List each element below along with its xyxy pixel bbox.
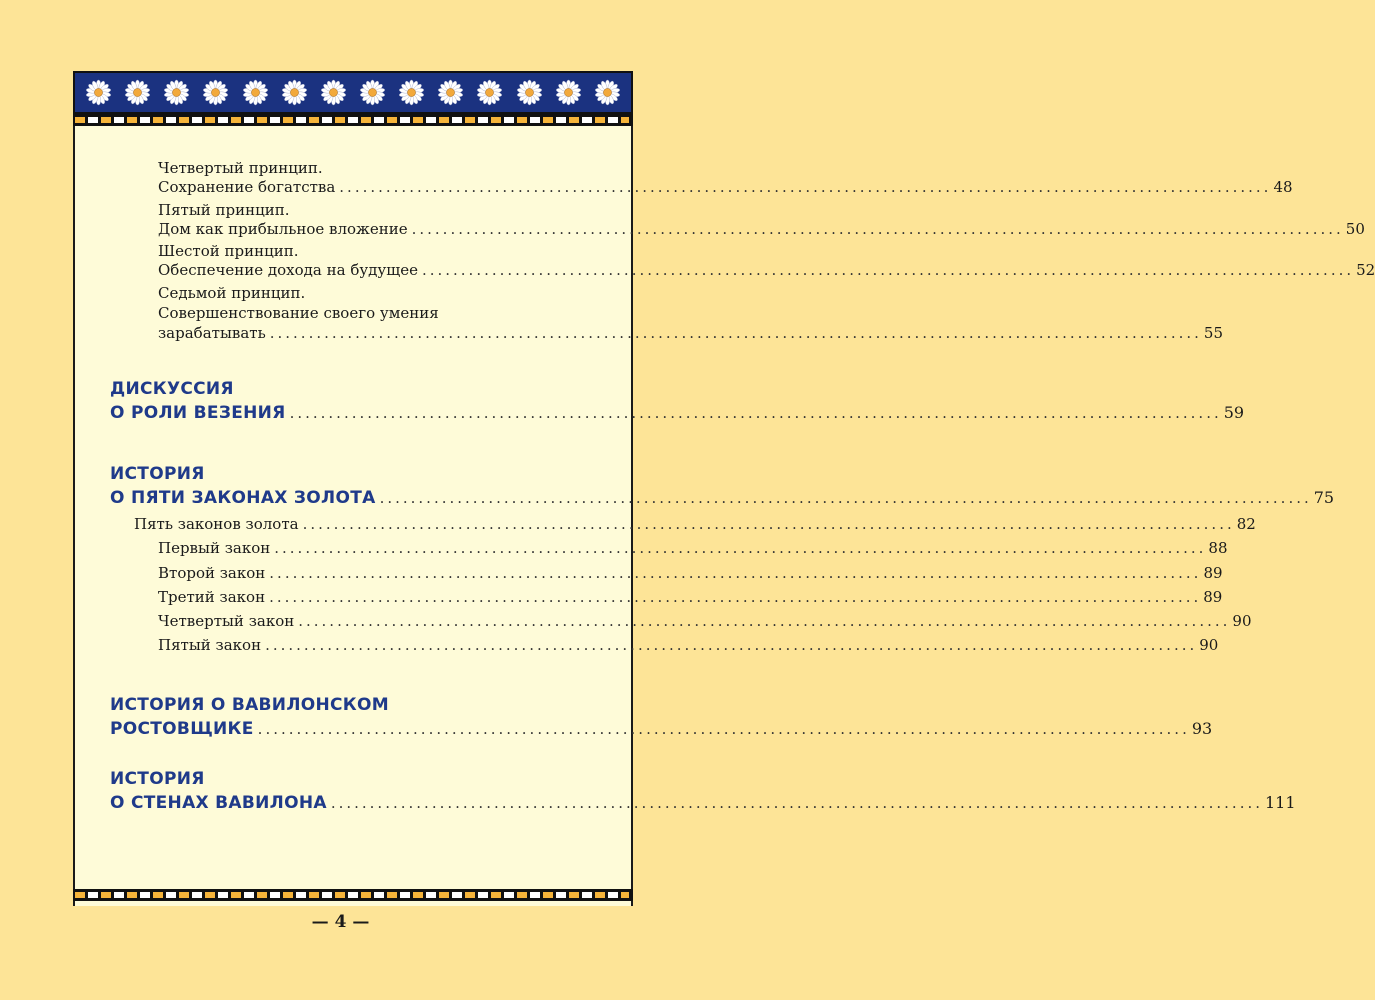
toc-entry-label: Четвертый закон xyxy=(158,612,295,630)
toc-entry-principle-7-subtitle: Совершенствование своего умения xyxy=(158,304,439,322)
dot-leader: ........................................................................................................................ xyxy=(274,539,1207,557)
toc-entry-label: Пятый закон xyxy=(158,636,262,654)
toc-heading-walls[interactable] xyxy=(110,793,1296,813)
toc-entry-principle-7-title: Седьмой принцип. xyxy=(158,284,306,302)
toc-page-number: 52 xyxy=(1356,261,1375,279)
toc-page-number: 93 xyxy=(1191,719,1213,738)
toc-page-number: 88 xyxy=(1208,539,1228,557)
toc-page-number: 89 xyxy=(1203,564,1223,582)
toc-page-number: 82 xyxy=(1236,515,1256,533)
toc-entry-principle-5-title: Пятый принцип. xyxy=(158,201,290,219)
toc-entry-law-4[interactable] xyxy=(158,612,1252,630)
toc-entry-label: Третий закон xyxy=(158,588,266,606)
dot-leader: ........................................................................................................................ xyxy=(269,564,1202,582)
toc-entry-principle-6-title: Шестой принцип. xyxy=(158,242,299,260)
toc-entry-label: зарабатывать xyxy=(158,324,266,342)
toc-heading-label: РОСТОВЩИКЕ xyxy=(110,719,254,739)
toc-entry-label: Пять законов золота xyxy=(134,515,299,533)
toc-entry-principle-4[interactable] xyxy=(158,178,1293,196)
toc-entry-five-laws[interactable] xyxy=(134,515,1256,533)
toc-page-number: 90 xyxy=(1232,612,1252,630)
toc-heading-label: О РОЛИ ВЕЗЕНИЯ xyxy=(110,403,286,423)
toc-page-number: 75 xyxy=(1313,488,1335,507)
toc-entry-law-5[interactable] xyxy=(158,636,1219,654)
toc-heading-luck-line1: ДИСКУССИЯ xyxy=(110,379,234,399)
dot-leader: ........................................................................................................................ xyxy=(421,261,1355,279)
toc-entry-principle-4-title: Четвертый принцип. xyxy=(158,159,323,177)
toc-page-number: 55 xyxy=(1203,324,1223,342)
dot-leader: ........................................................................................................................ xyxy=(289,404,1222,422)
toc-entry-principle-5[interactable] xyxy=(158,220,1365,238)
toc-heading-gold-line1: ИСТОРИЯ xyxy=(110,464,205,484)
toc-heading-label: О СТЕНАХ ВАВИЛОНА xyxy=(110,793,327,813)
page-number: — 4 — xyxy=(311,912,370,932)
toc-page-number: 50 xyxy=(1345,220,1365,238)
dot-leader: ........................................................................................................................ xyxy=(411,220,1344,238)
toc-entry-label: Первый закон xyxy=(158,539,271,557)
toc-page-number: 89 xyxy=(1203,588,1223,606)
toc-page-number: 48 xyxy=(1273,178,1293,196)
toc-page-number: 59 xyxy=(1223,403,1245,422)
toc-heading-walls-line1: ИСТОРИЯ xyxy=(110,769,205,789)
toc-heading-lender[interactable] xyxy=(110,719,1213,739)
toc-heading-label: О ПЯТИ ЗАКОНАХ ЗОЛОТА xyxy=(110,488,376,508)
toc-heading-luck[interactable] xyxy=(110,403,1245,423)
toc-heading-gold[interactable] xyxy=(110,488,1335,508)
dot-leader: ........................................................................................................................ xyxy=(339,178,1272,196)
toc-entry-law-2[interactable] xyxy=(158,564,1223,582)
toc-entry-label: Обеспечение дохода на будущее xyxy=(158,261,418,279)
dot-leader: ........................................................................................................................ xyxy=(265,636,1198,654)
toc-entry-label: Сохранение богатства xyxy=(158,178,336,196)
dot-leader: ........................................................................................................................ xyxy=(298,612,1231,630)
toc-heading-lender-line1: ИСТОРИЯ О ВАВИЛОНСКОМ xyxy=(110,695,389,715)
toc-entry-label: Второй закон xyxy=(158,564,266,582)
dot-leader: ........................................................................................................................ xyxy=(379,489,1312,507)
toc-page-number: 111 xyxy=(1265,793,1296,812)
toc-entry-law-1[interactable] xyxy=(158,539,1228,557)
toc-page-number: 90 xyxy=(1199,636,1219,654)
toc-entry-principle-7[interactable] xyxy=(158,324,1223,342)
dot-leader: ........................................................................................................................ xyxy=(269,324,1202,342)
toc-entry-principle-6[interactable] xyxy=(158,261,1375,279)
dot-leader: ........................................................................................................................ xyxy=(302,515,1235,533)
dot-leader: ........................................................................................................................ xyxy=(269,588,1202,606)
toc-entry-law-3[interactable] xyxy=(158,588,1223,606)
dot-leader: ........................................................................................................................ xyxy=(257,720,1190,738)
dot-leader: ........................................................................................................................ xyxy=(330,794,1263,812)
toc-entry-label: Дом как прибыльное вложение xyxy=(158,220,408,238)
